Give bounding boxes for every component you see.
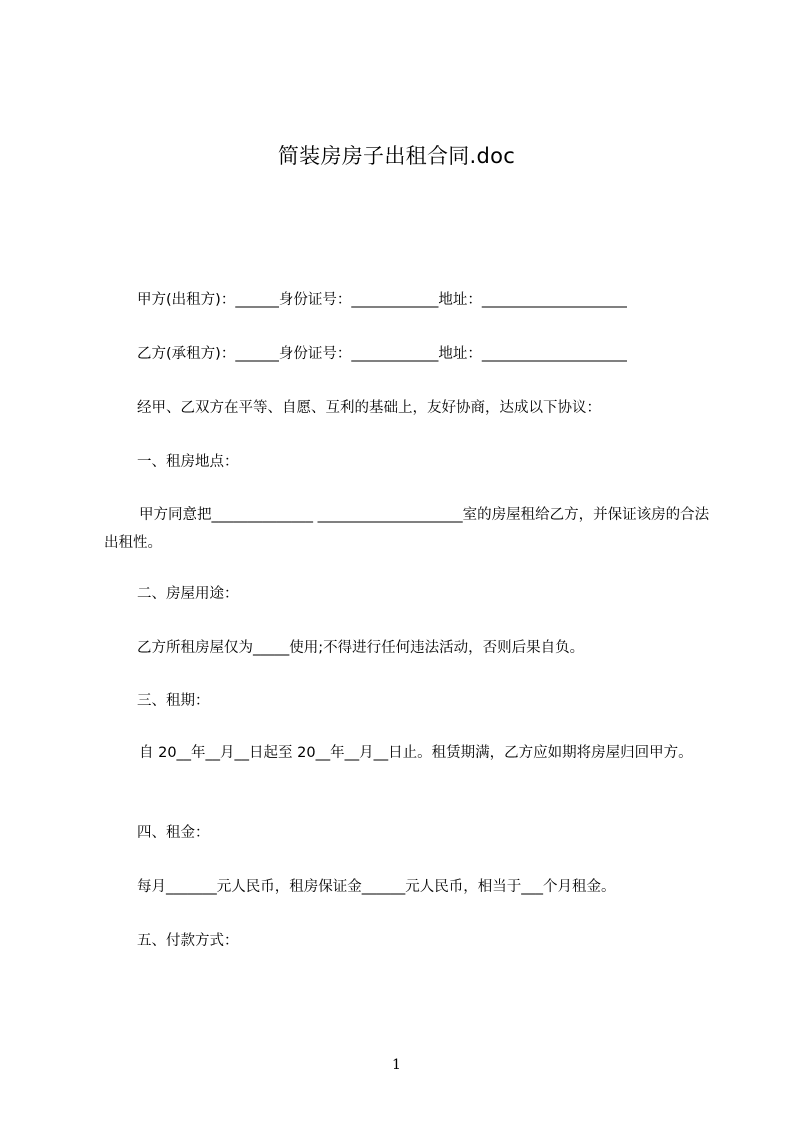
section-2-content: 乙方所租房屋仅为_____使用;不得进行任何违法活动，否则后果自负。: [137, 640, 585, 656]
document-title: 简装房房子出租合同.doc: [277, 144, 516, 168]
section-3-heading: 三、租期：: [137, 693, 210, 709]
section-1-content: 甲方同意把______________ ____________________室的房屋租给乙方，并保证该房的合法出租性。: [104, 507, 710, 551]
party-a-line: 甲方(出租方)：______身份证号：____________地址：____________________: [137, 292, 627, 308]
party-b-line: 乙方(承租方)：______身份证号：____________地址：____________________: [137, 346, 627, 362]
section-3-content: 自 20__年__月__日起至 20__年__月__日止。租赁期满，乙方应如期将房屋归回甲方。: [139, 745, 693, 761]
section-4-heading: 四、租金：: [137, 825, 210, 841]
section-4-content: 每月_______元人民币，租房保证金______元人民币，相当于___个月租金。: [137, 879, 616, 895]
section-2-heading: 二、房屋用途：: [137, 586, 239, 602]
page-number: 1: [392, 1057, 401, 1073]
agreement-intro: 经甲、乙双方在平等、自愿、互利的基础上，友好协商，达成以下协议：: [137, 400, 601, 416]
section-5-heading: 五、付款方式：: [137, 933, 239, 949]
section-1-heading: 一、租房地点：: [137, 454, 239, 470]
